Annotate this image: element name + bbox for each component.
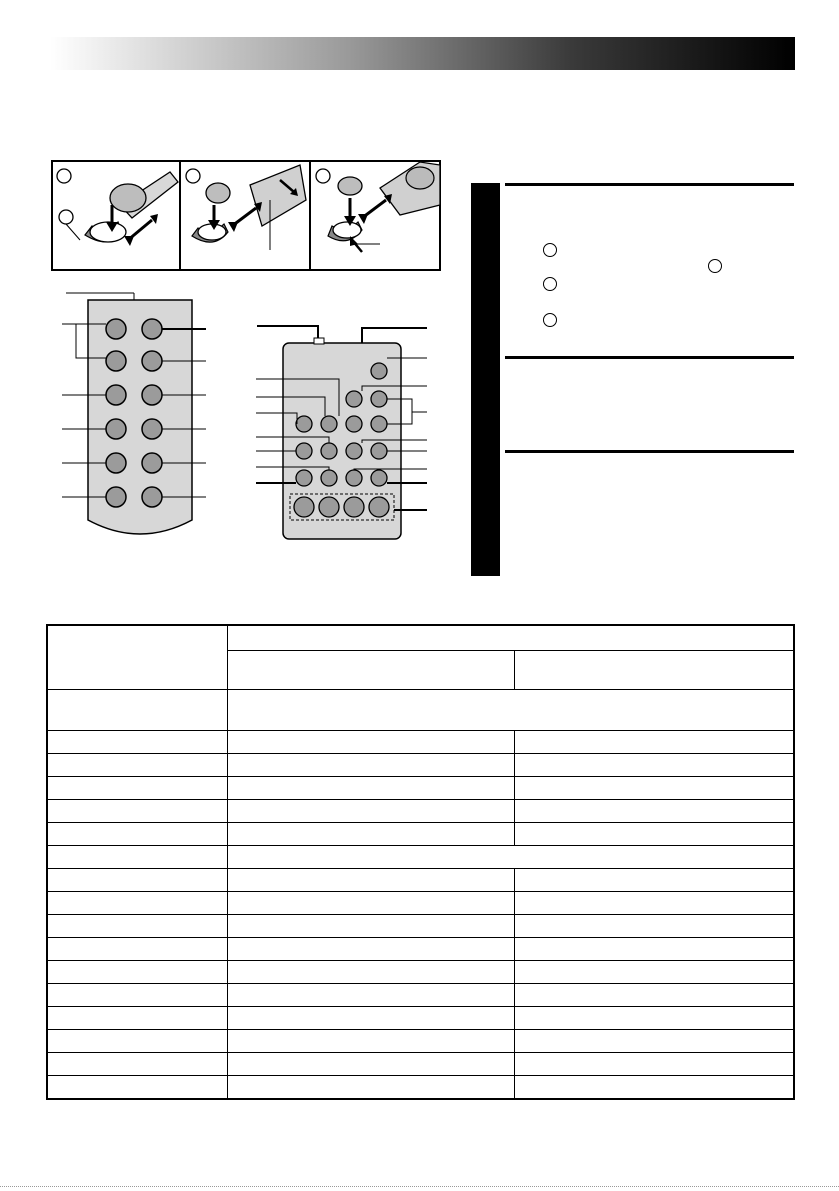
table-row xyxy=(47,731,794,754)
table-row xyxy=(47,1007,794,1030)
step-divider xyxy=(505,183,794,186)
step-marker-ref xyxy=(708,259,722,273)
remote-diagram-a xyxy=(62,293,206,534)
table-row xyxy=(47,823,794,846)
table-row xyxy=(47,892,794,915)
table-row xyxy=(47,625,794,651)
table-row xyxy=(47,754,794,777)
table-row xyxy=(47,984,794,1007)
section-side-tab xyxy=(471,183,500,576)
table-row xyxy=(47,690,794,731)
table-row xyxy=(47,846,794,869)
spec-table xyxy=(46,624,795,1100)
table-row xyxy=(47,915,794,938)
table-row xyxy=(47,1076,794,1100)
step-marker-c xyxy=(543,313,557,327)
table-row xyxy=(47,1053,794,1076)
battery-install-panel xyxy=(52,161,440,270)
step-marker-a xyxy=(543,243,557,257)
remote-diagram-b xyxy=(256,326,427,539)
table-row xyxy=(47,1030,794,1053)
table-row xyxy=(47,777,794,800)
page-bottom-edge xyxy=(0,1186,839,1187)
battery-icon xyxy=(110,184,146,212)
table-row xyxy=(47,800,794,823)
table-row xyxy=(47,938,794,961)
table-row xyxy=(47,869,794,892)
table-row xyxy=(47,961,794,984)
step-divider xyxy=(505,450,794,453)
step-marker-b xyxy=(543,277,557,291)
step-divider xyxy=(505,356,794,359)
